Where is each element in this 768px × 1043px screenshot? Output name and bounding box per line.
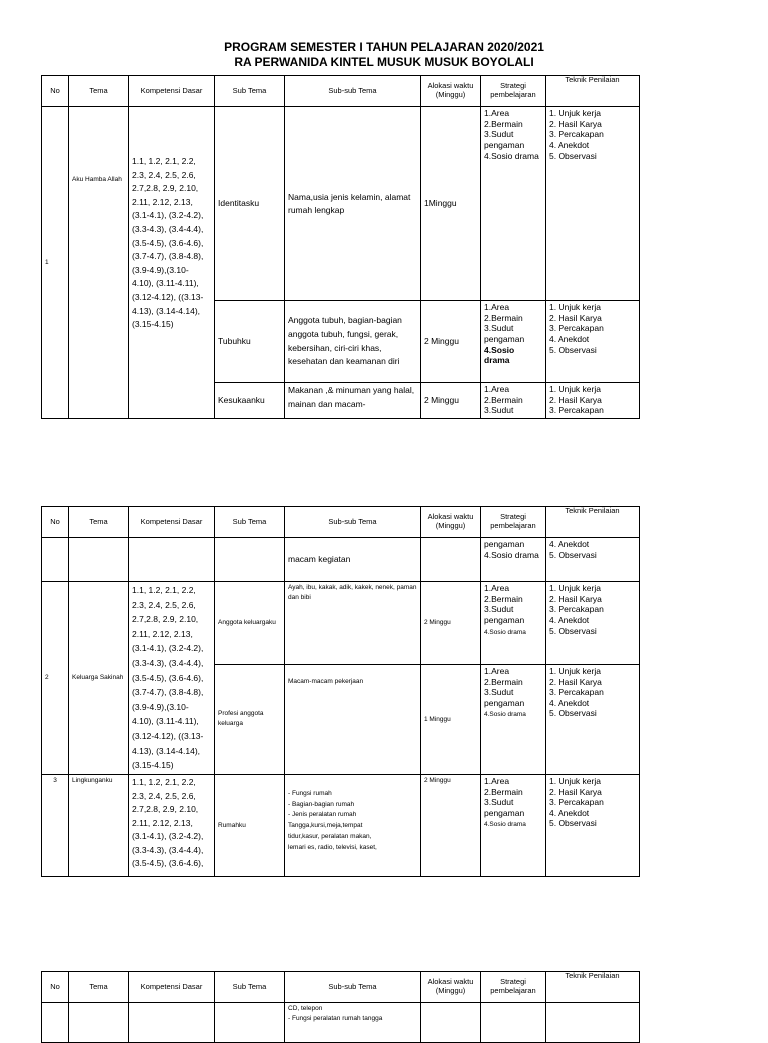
header-no: No	[42, 972, 69, 1003]
header-teknik: Teknik Penilaian	[546, 972, 640, 1003]
time-allocation-cell: 1Minggu	[421, 107, 481, 301]
table-row	[42, 774, 640, 876]
header-no: No	[42, 507, 69, 538]
theme-cell: Keluarga Sakinah	[69, 582, 129, 775]
header-sub-sub-tema: Sub-sub Tema	[285, 76, 421, 107]
sub-theme-cell: Identitasku	[215, 107, 285, 301]
strategy-text: 1.Area 2.Bermain 3.Sudut pengaman	[484, 583, 525, 625]
table-header-row	[42, 76, 640, 107]
header-sub-tema: Sub Tema	[215, 507, 285, 538]
strategy-text: 1.Area 2.Bermain 3.Sudut pengaman	[484, 302, 525, 344]
strategy-cell	[481, 774, 546, 876]
document-title-line2: RA PERWANIDA KINTEL MUSUK MUSUK BOYOLALI	[234, 55, 534, 69]
strategy-last-item: 4.Sosio drama	[484, 628, 526, 636]
time-allocation-cell: 2 Minggu	[421, 301, 481, 383]
time-allocation-cell: 2 Minggu	[421, 582, 481, 665]
theme-cell: Aku Hamba Allah	[69, 107, 129, 419]
header-sub-sub-tema: Sub-sub Tema	[285, 507, 421, 538]
sub-sub-theme-cell: macam kegiatan	[285, 538, 421, 582]
time-allocation-cell: 2 Minggu	[421, 383, 481, 419]
table-header-row	[42, 972, 640, 1003]
sub-sub-theme-cell: CD, telepon - Fungsi peralatan rumah tangga	[285, 1003, 421, 1043]
sub-sub-theme-cell: Nama,usia jenis kelamin, alamat rumah lengkap	[285, 107, 421, 301]
header-strategi: Strategi pembelajaran	[481, 76, 546, 107]
row-number: 1	[42, 107, 69, 419]
kd-list-cell: 1.1, 1.2, 2.1, 2.2, 2.3, 2.4, 2.5, 2.6, 2.7,2.8, 2.9, 2.10, 2.11, 2.12, 2.13, (3.1-4.1), (3.2-4.2), (3.3-4.3), (3.4-4.4), (3.5-4.5), (3.6-4.6),	[129, 774, 215, 876]
header-sub-tema: Sub Tema	[215, 972, 285, 1003]
header-sub-tema: Sub Tema	[215, 76, 285, 107]
kd-list-cell: 1.1, 1.2, 2.1, 2.2, 2.3, 2.4, 2.5, 2.6, 2.7,2.8, 2.9, 2.10, 2.11, 2.12, 2.13, (3.1-4.1), (3.2-4.2), (3.3-4.3), (3.4-4.4), (3.5-4.5), (3.6-4.6), (3.7-4.7), (3.8-4.8), (3.9-4.9),(3.10- 4.10), (3.11-4.11), (3.12-4.12), ((3.13- 4.13), (3.14-4.14), (3.15-4.15)	[129, 107, 215, 419]
theme-cell	[69, 1003, 129, 1043]
assessment-cell: 1. Unjuk kerja 2. Hasil Karya 3. Percakapan 4. Anekdot 5. Observasi	[546, 107, 640, 301]
time-allocation-cell: 2 Minggu	[421, 774, 481, 876]
strategy-cell	[481, 301, 546, 383]
sub-sub-theme-cell: - Fungsi rumah - Bagian-bagian rumah - Jenis peralatan rumah Tangga,kursi,meja,tempat tidur,kasur, peralatan makan, lemari es, radio, televisi, kaset,	[285, 774, 421, 876]
header-sub-sub-tema: Sub-sub Tema	[285, 972, 421, 1003]
time-allocation-cell	[421, 538, 481, 582]
strategy-text: 1.Area 2.Bermain 3.Sudut pengaman	[484, 775, 525, 818]
assessment-cell: 1. Unjuk kerja 2. Hasil Karya 3. Percakapan 4. Anekdot 5. Observasi	[546, 774, 640, 876]
strategy-cell: 1.Area 2.Bermain 3.Sudut pengaman 4.Sosio drama	[481, 107, 546, 301]
strategy-cell	[481, 538, 546, 582]
header-tema: Tema	[69, 507, 129, 538]
strategy-last-item: 4.Sosio drama	[484, 344, 515, 366]
strategy-cell	[481, 1003, 546, 1043]
sub-theme-cell: Rumahku	[215, 774, 285, 876]
time-allocation-cell	[421, 1003, 481, 1043]
assessment-cell: 1. Unjuk kerja 2. Hasil Karya 3. Percakapan	[546, 383, 640, 419]
table-row	[42, 107, 640, 301]
strategy-cell	[481, 664, 546, 774]
sub-theme-cell	[215, 1003, 285, 1043]
strategy-text: pengaman 4.Sosio drama	[484, 539, 539, 560]
strategy-cell: 1.Area 2.Bermain 3.Sudut	[481, 383, 546, 419]
assessment-cell: 1. Unjuk kerja 2. Hasil Karya 3. Percakapan 4. Anekdot 5. Observasi	[546, 582, 640, 665]
header-teknik: Teknik Penilaian	[546, 507, 640, 538]
kd-list-cell	[129, 1003, 215, 1043]
time-allocation-cell: 1 Minggu	[421, 664, 481, 774]
header-alokasi: Alokasi waktu (Minggu)	[421, 972, 481, 1003]
sub-sub-theme-cell: Anggota tubuh, bagian-bagian anggota tubuh, fungsi, gerak, kebersihan, ciri-ciri khas, kesehatan dan keamanan diri	[285, 301, 421, 383]
sub-theme-cell: Tubuhku	[215, 301, 285, 383]
strategy-cell	[481, 582, 546, 665]
sub-sub-theme-cell: Makanan ,& minuman yang halal, mainan dan macam-	[285, 383, 421, 419]
table-row	[42, 538, 640, 582]
header-alokasi: Alokasi waktu (Minggu)	[421, 507, 481, 538]
sub-theme-cell: Kesukaanku	[215, 383, 285, 419]
assessment-cell: 1. Unjuk kerja 2. Hasil Karya 3. Percakapan 4. Anekdot 5. Observasi	[546, 664, 640, 774]
assessment-cell: 4. Anekdot 5. Observasi	[546, 538, 640, 582]
table-header-row	[42, 507, 640, 538]
assessment-cell	[546, 1003, 640, 1043]
row-number: 3	[42, 774, 69, 876]
table-row	[42, 582, 640, 665]
sub-sub-theme-cell: Ayah, ibu, kakak, adik, kakek, nenek, paman dan bibi	[285, 582, 421, 665]
kd-list-cell: 1.1, 1.2, 2.1, 2.2, 2.3, 2.4, 2.5, 2.6, 2.7,2.8, 2.9, 2.10, 2.11, 2.12, 2.13, (3.1-4.1), (3.2-4.2), (3.3-4.3), (3.4-4.4), (3.5-4.5), (3.6-4.6), (3.7-4.7), (3.8-4.8), (3.9-4.9),(3.10- 4.10), (3.11-4.11), (3.12-4.12), ((3.13- 4.13), (3.14-4.14), (3.15-4.15)	[129, 582, 215, 775]
header-teknik: Teknik Penilaian	[546, 76, 640, 107]
sub-sub-theme-cell: Macam-macam pekerjaan	[285, 664, 421, 774]
program-table-page2	[41, 506, 640, 877]
sub-theme-cell	[215, 538, 285, 582]
strategy-last-item: 4.Sosio drama	[484, 821, 526, 829]
sub-theme-cell: Profesi anggota keluarga	[215, 664, 285, 774]
strategy-text: 1.Area 2.Bermain 3.Sudut pengaman	[484, 665, 525, 708]
header-kompetensi-dasar: Kompetensi Dasar	[129, 507, 215, 538]
header-alokasi: Alokasi waktu (Minggu)	[421, 76, 481, 107]
row-number	[42, 538, 69, 582]
header-kompetensi-dasar: Kompetensi Dasar	[129, 76, 215, 107]
row-number	[42, 1003, 69, 1043]
strategy-last-item: 4.Sosio drama	[484, 711, 526, 719]
header-kompetensi-dasar: Kompetensi Dasar	[129, 972, 215, 1003]
header-strategi: Strategi pembelajaran	[481, 972, 546, 1003]
program-table-page3	[41, 971, 640, 1043]
theme-cell: Lingkunganku	[69, 774, 129, 876]
program-table-page1	[41, 75, 640, 419]
row-number: 2	[42, 582, 69, 775]
document-title-line1: PROGRAM SEMESTER I TAHUN PELAJARAN 2020/2021	[224, 40, 544, 54]
header-no: No	[42, 76, 69, 107]
header-strategi: Strategi pembelajaran	[481, 507, 546, 538]
sub-theme-cell: Anggota keluargaku	[215, 582, 285, 665]
table-row	[42, 1003, 640, 1043]
header-tema: Tema	[69, 972, 129, 1003]
assessment-cell: 1. Unjuk kerja 2. Hasil Karya 3. Percakapan 4. Anekdot 5. Observasi	[546, 301, 640, 383]
header-tema: Tema	[69, 76, 129, 107]
theme-cell	[69, 538, 129, 582]
kd-list-cell	[129, 538, 215, 582]
